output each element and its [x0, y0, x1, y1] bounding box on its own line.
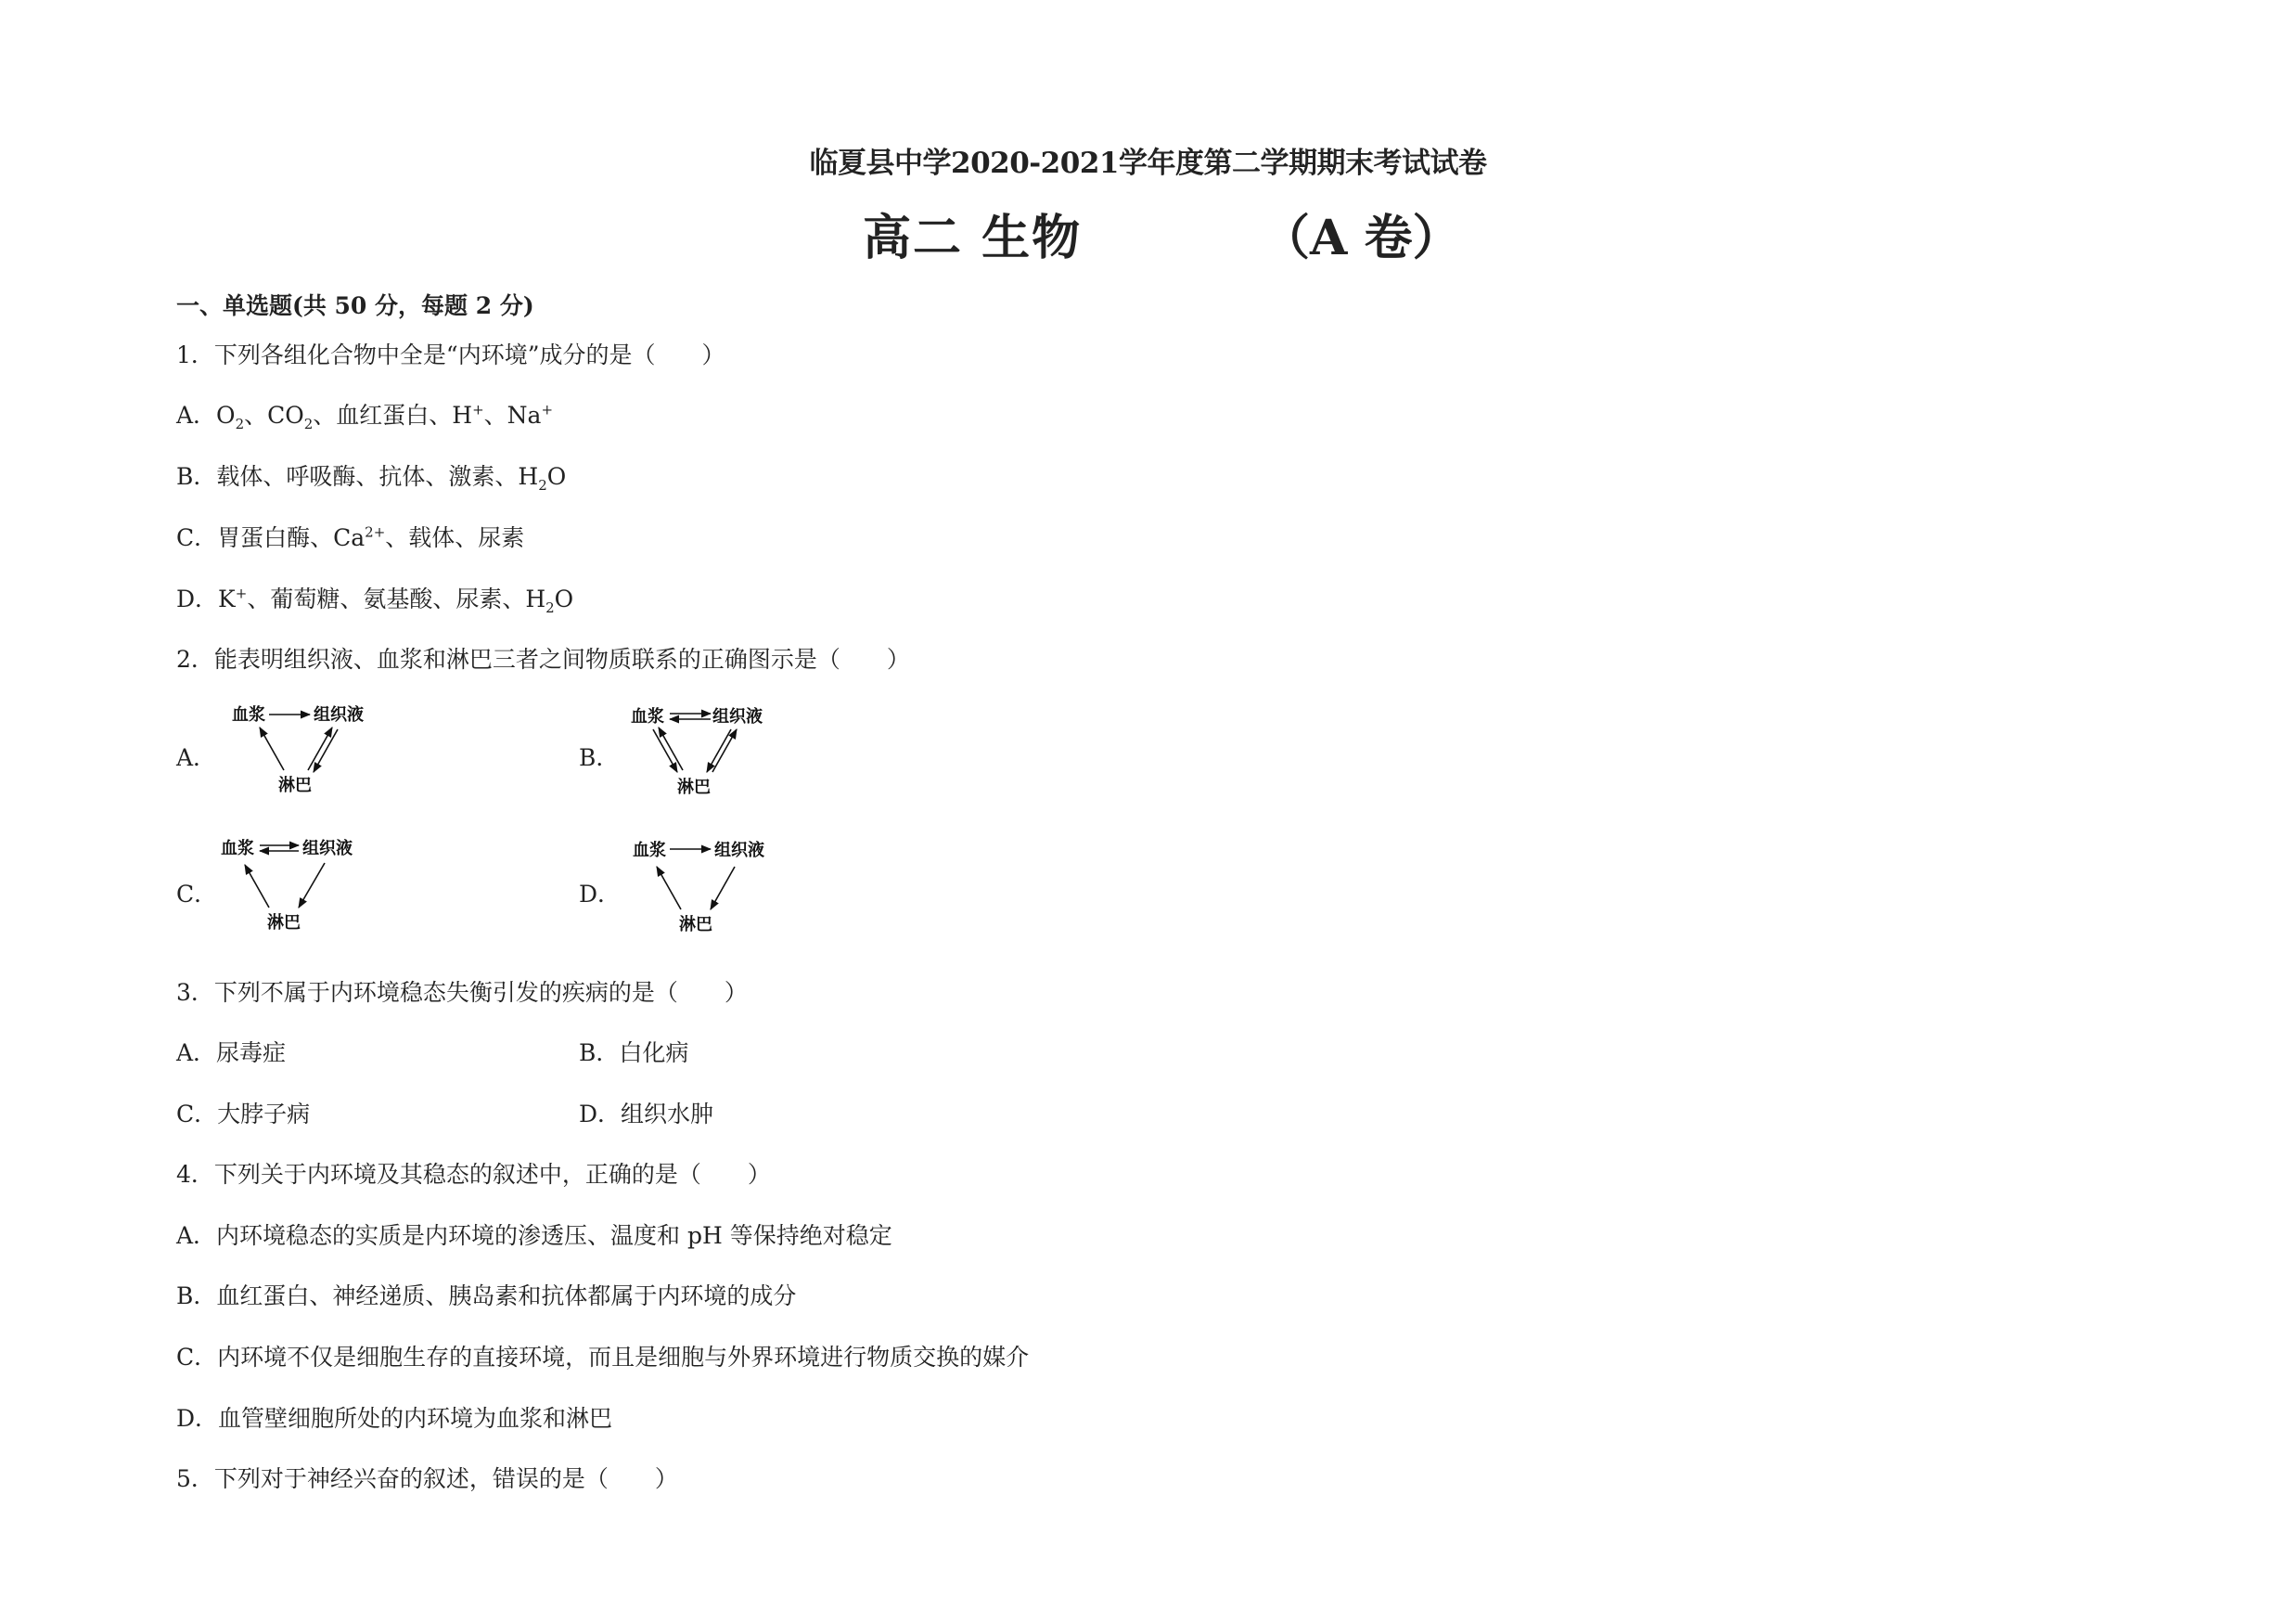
- q3-option-a: A．尿毒症: [176, 1039, 287, 1066]
- diagram-d-plasma: 血浆: [633, 841, 666, 860]
- diagram-a-lymph: 淋巴: [278, 776, 312, 795]
- exam-title: 临夏县中学2020-2021学年度第二学期期末考试试卷: [809, 147, 1487, 180]
- q3-option-d: D．组织水肿: [579, 1101, 714, 1127]
- q1-option-a: A．$O_2$、$CO_2$、血红蛋白、H+、Na+: [176, 401, 554, 432]
- diagram-d-lymph: 淋巴: [679, 915, 712, 934]
- subject-title: 高二 生物: [863, 210, 1083, 266]
- q1-stem: 1．下列各组化合物中全是“内环境”成分的是（ ）: [176, 341, 725, 368]
- diagram-c-plasma: 血浆: [221, 839, 254, 858]
- diagram-a: [232, 704, 364, 795]
- q1-option-b: B．载体、呼吸酶、抗体、激素、$H_2O$: [176, 463, 567, 494]
- q2-stem: 2．能表明组织液、血浆和淋巴三者之间物质联系的正确图示是（ ）: [176, 646, 910, 673]
- diagram-c: [221, 838, 353, 933]
- q1-option-c: C．胃蛋白酶、$Ca^{2+}$、载体、尿素: [176, 523, 525, 551]
- diagram-a-tissue: 组织液: [314, 705, 364, 725]
- section-heading: 一、单选题(共 50 分，每题 2 分): [176, 292, 534, 319]
- q5-stem: 5．下列对于神经兴奋的叙述，错误的是（ ）: [176, 1465, 678, 1492]
- q2-option-c-label: C．: [176, 881, 218, 908]
- diagram-d: [633, 840, 764, 934]
- diagram-b-tissue: 组织液: [712, 707, 763, 727]
- q4-option-a: A．内环境稳态的实质是内环境的渗透压、温度和 pH 等保持绝对稳定: [176, 1222, 892, 1249]
- diagram-a-plasma: 血浆: [232, 705, 265, 725]
- q3-option-b: B．白化病: [579, 1039, 689, 1066]
- q4-stem: 4．下列关于内环境及其稳态的叙述中，正确的是（ ）: [176, 1161, 771, 1188]
- q1-option-d: D．K+、葡萄糖、氨基酸、尿素、$H_2O$: [176, 585, 574, 616]
- q2-option-a-label: A．: [176, 744, 217, 771]
- diagram-d-tissue: 组织液: [714, 841, 764, 860]
- diagram-c-lymph: 淋巴: [267, 913, 301, 933]
- diagram-b-lymph: 淋巴: [677, 778, 711, 797]
- diagram-b: [631, 706, 763, 797]
- q2-option-b-label: B．: [579, 744, 620, 771]
- diagram-c-tissue: 组织液: [302, 839, 353, 858]
- q3-stem: 3．下列不属于内环境稳态失衡引发的疾病的是（ ）: [176, 979, 748, 1006]
- volume-label: （A 卷）: [1262, 210, 1461, 266]
- q2-option-d-label: D．: [579, 881, 622, 908]
- q4-option-d: D．血管壁细胞所处的内环境为血浆和淋巴: [176, 1405, 613, 1432]
- diagram-b-plasma: 血浆: [631, 707, 664, 727]
- q3-option-c: C．大脖子病: [176, 1101, 311, 1127]
- q4-option-b: B．血红蛋白、神经递质、胰岛素和抗体都属于内环境的成分: [176, 1282, 797, 1309]
- q4-option-c: C．内环境不仅是细胞生存的直接环境，而且是细胞与外界环境进行物质交换的媒介: [176, 1344, 1030, 1371]
